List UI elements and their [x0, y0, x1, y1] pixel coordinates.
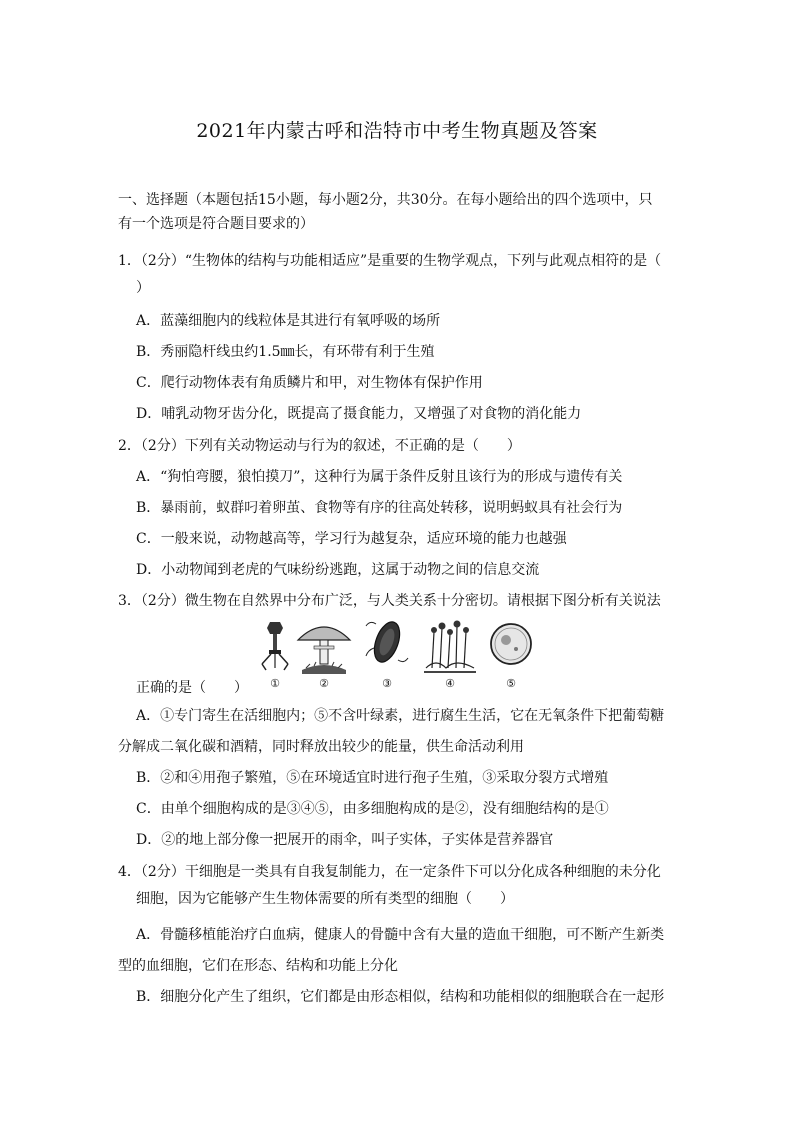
q1-stem: 1．（2分）“生物体的结构与功能相适应”是重要的生物学观点，下列与此观点相符的是（ [118, 253, 662, 269]
figure-label-5: ⑤ [506, 677, 516, 690]
bacterium-icon [362, 618, 412, 676]
section-instructions-line-2: 有一个选项是符合题目要求的） [118, 216, 314, 232]
mushroom-icon [294, 618, 354, 676]
figure-item-4 [422, 618, 478, 690]
figure-item-1 [250, 618, 300, 690]
figure-label-3: ③ [382, 677, 392, 690]
figure-item-5 [486, 618, 536, 690]
q3-option-b: B．②和④用孢子繁殖，⑤在环境适宜时进行孢子生殖，③采取分裂方式增殖 [136, 770, 609, 786]
q4-option-a-cont: 型的血细胞，它们在形态、结构和功能上分化 [118, 958, 398, 974]
q4-stem: 4．（2分）干细胞是一类具有自我复制能力，在一定条件下可以分化成各种细胞的未分化 [118, 864, 661, 880]
q3-option-a: A．①专门寄生在活细胞内；⑤不含叶绿素，进行腐生生活，它在无氧条件下把葡萄糖 [136, 708, 665, 724]
q1-option-c: C．爬行动物体表有角质鳞片和甲，对生物体有保护作用 [136, 375, 483, 391]
q4-stem-cont: 细胞，因为它能够产生生物体需要的所有类型的细胞（ ） [136, 891, 514, 907]
q1-option-d: D．哺乳动物牙齿分化，既提高了摄食能力，又增强了对食物的消化能力 [136, 406, 582, 422]
q1-option-a: A．蓝藻细胞内的线粒体是其进行有氧呼吸的场所 [136, 313, 441, 329]
q3-option-a-cont: 分解成二氧化碳和酒精，同时释放出较少的能量，供生命活动利用 [118, 739, 524, 755]
q2-option-a: A．“狗怕弯腰，狼怕摸刀”，这种行为属于条件反射且该行为的形成与遗传有关 [136, 469, 623, 485]
mold-icon [422, 618, 478, 676]
q2-option-d: D．小动物闻到老虎的气味纷纷逃跑，这属于动物之间的信息交流 [136, 562, 540, 578]
q3-stem-cont: 正确的是（ ） [136, 680, 248, 696]
figure-label-1: ① [270, 677, 280, 690]
page-title: 2021年内蒙古呼和浩特市中考生物真题及答案 [196, 120, 598, 142]
q4-option-b: B．细胞分化产生了组织，它们都是由形态相似，结构和功能相似的细胞联合在一起形 [136, 989, 665, 1005]
q3-stem: 3．（2分）微生物在自然界中分布广泛，与人类关系十分密切。请根据下图分析有关说法 [118, 593, 661, 609]
figure-label-4: ④ [445, 677, 455, 690]
q1-stem-cont: ） [136, 280, 150, 296]
yeast-cell-icon [486, 618, 536, 676]
bacteriophage-icon [250, 618, 300, 676]
microorganism-figure [250, 618, 540, 690]
q2-stem: 2．（2分）下列有关动物运动与行为的叙述，不正确的是（ ） [118, 438, 521, 454]
q1-option-b: B．秀丽隐杆线虫约1.5㎜长，有环带有利于生殖 [136, 344, 435, 360]
q2-option-b: B．暴雨前，蚁群叼着卵茧、食物等有序的往高处转移，说明蚂蚁具有社会行为 [136, 500, 623, 516]
q2-option-c: C．一般来说，动物越高等，学习行为越复杂，适应环境的能力也越强 [136, 531, 567, 547]
figure-label-2: ② [319, 677, 329, 690]
q3-option-c: C．由单个细胞构成的是③④⑤，由多细胞构成的是②，没有细胞结构的是① [136, 801, 609, 817]
figure-item-3 [362, 618, 412, 690]
section-instructions-line-1: 一、选择题（本题包括15小题，每小题2分，共30分。在每小题给出的四个选项中，只 [118, 192, 653, 208]
q3-option-d: D．②的地上部分像一把展开的雨伞，叫子实体，子实体是营养器官 [136, 832, 554, 848]
figure-item-2 [294, 618, 354, 690]
q4-option-a: A．骨髓移植能治疗白血病，健康人的骨髓中含有大量的造血干细胞，可不断产生新类 [136, 927, 665, 943]
